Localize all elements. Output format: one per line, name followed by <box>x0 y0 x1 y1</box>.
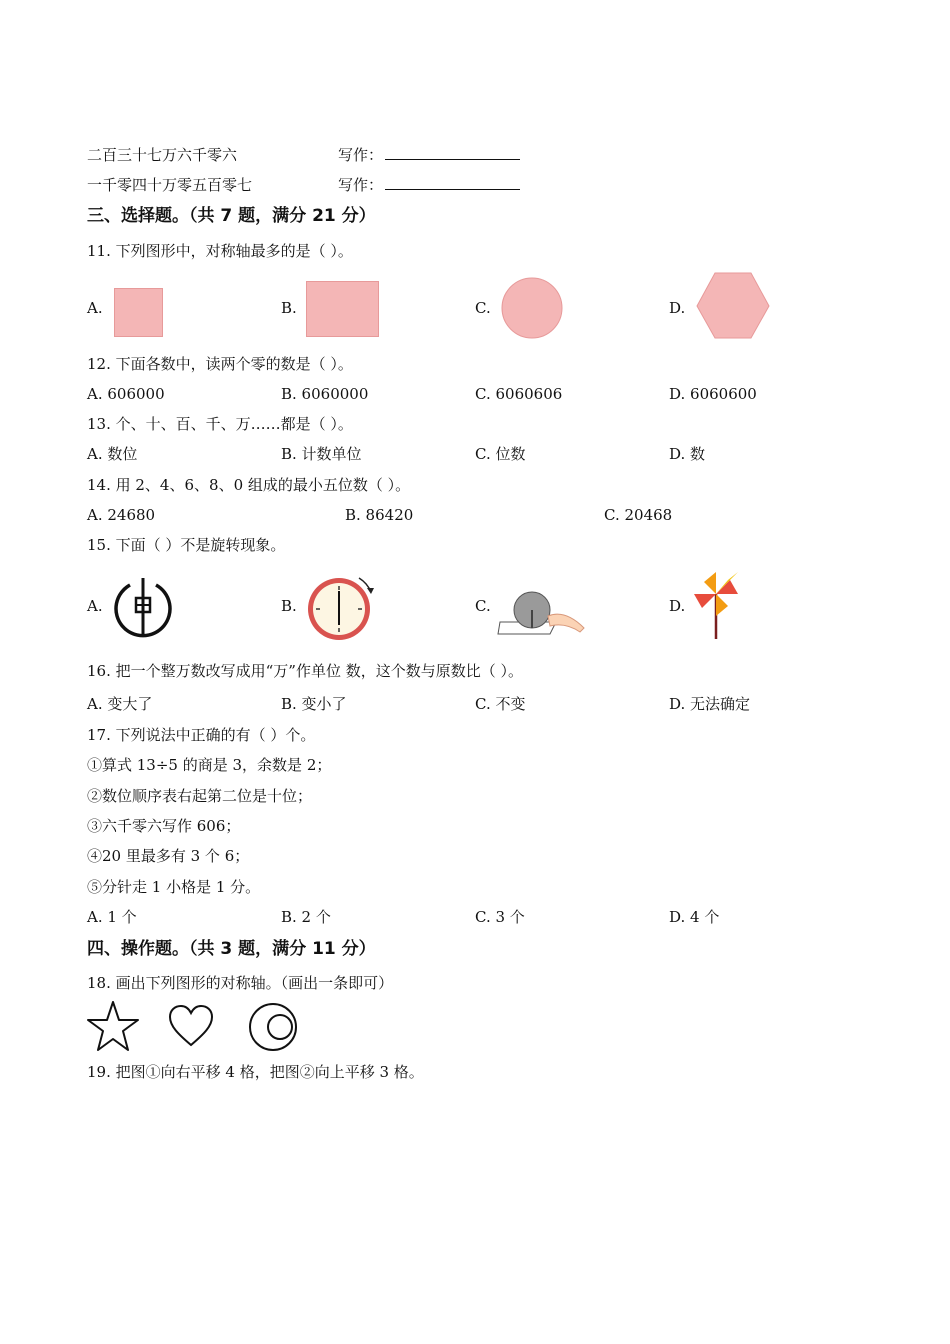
question-stem: 13. 个、十、百、千、万……都是（ ）。 <box>87 415 353 433</box>
heart-shape <box>168 1004 214 1048</box>
option-a[interactable]: A. 24680 <box>87 506 156 524</box>
answer-blank[interactable] <box>385 145 520 160</box>
option-a[interactable]: A. <box>87 299 103 317</box>
option-c[interactable]: C. <box>475 597 491 615</box>
answer-blank[interactable] <box>385 175 520 190</box>
option-d[interactable]: D. <box>669 299 686 317</box>
section-title: 三、选择题。（共 7 题，满分 21 分） <box>87 206 376 226</box>
question-stem: 16. 把一个整万数改写成用“万”作单位 数，这个数与原数比（ ）。 <box>87 662 523 680</box>
option-b[interactable]: B. <box>281 597 297 615</box>
large-square-shape <box>306 281 380 338</box>
question-stem: 18. 画出下列图形的对称轴。（画出一条即可） <box>87 974 394 992</box>
option-b[interactable]: B. <box>281 299 297 317</box>
option-b[interactable]: B. 计数单位 <box>281 445 362 463</box>
write-label: 写作： <box>338 176 384 194</box>
option-d[interactable]: D. <box>669 597 686 615</box>
circle-in-circle-shape <box>248 1002 300 1054</box>
option-c[interactable]: C. 不变 <box>475 695 526 713</box>
statement-3: ③六千零六写作 606； <box>87 817 241 835</box>
star-shape <box>86 1000 140 1054</box>
write-label: 写作： <box>338 146 384 164</box>
option-d[interactable]: D. 6060600 <box>669 385 757 403</box>
option-c[interactable]: C. 3 个 <box>475 908 525 926</box>
write-item-1-answer <box>338 145 520 165</box>
option-d[interactable]: D. 数 <box>669 445 706 463</box>
question-stem: 19. 把图①向右平移 4 格，把图②向上平移 3 格。 <box>87 1063 424 1081</box>
section-title: 四、操作题。（共 3 题，满分 11 分） <box>87 939 376 959</box>
option-b[interactable]: B. 86420 <box>345 506 414 524</box>
hexagon-shape <box>696 272 772 340</box>
statement-1: ①算式 13÷5 的商是 3，余数是 2； <box>87 756 332 774</box>
option-c[interactable]: C. <box>475 299 491 317</box>
write-item-2-text: 一千零四十万零五百零七 <box>87 176 253 194</box>
option-d[interactable]: D. 4 个 <box>669 908 720 926</box>
small-square-shape <box>114 288 164 338</box>
pinwheel-icon <box>694 568 750 640</box>
statement-5: ⑤分针走 1 小格是 1 分。 <box>87 878 261 896</box>
option-b[interactable]: B. 2 个 <box>281 908 331 926</box>
question-stem: 14. 用 2、4、6、8、0 组成的最小五位数（ ）。 <box>87 476 411 494</box>
circle-shape <box>500 277 564 341</box>
option-b[interactable]: B. 变小了 <box>281 695 347 713</box>
statement-4: ④20 里最多有 3 个 6； <box>87 847 250 865</box>
option-c[interactable]: C. 位数 <box>475 445 526 463</box>
write-item-1-text: 二百三十七万六千零六 <box>87 146 238 164</box>
option-c[interactable]: C. 20468 <box>604 506 673 524</box>
write-item-1 <box>87 145 237 165</box>
write-item-2 <box>87 175 252 195</box>
rotation-symbol-icon <box>112 576 174 638</box>
question-stem: 17. 下列说法中正确的有（ ）个。 <box>87 726 316 744</box>
clock-icon <box>305 572 375 642</box>
question-stem: 12. 下面各数中，读两个零的数是（ ）。 <box>87 355 353 373</box>
write-item-2-answer <box>338 175 520 195</box>
option-a[interactable]: A. 数位 <box>87 445 138 463</box>
option-a[interactable]: A. 1 个 <box>87 908 137 926</box>
option-a[interactable]: A. <box>87 597 103 615</box>
option-b[interactable]: B. 6060000 <box>281 385 369 403</box>
statement-2: ②数位顺序表右起第二位是十位； <box>87 787 313 805</box>
option-c[interactable]: C. 6060606 <box>475 385 563 403</box>
question-stem: 11. 下列图形中，对称轴最多的是（ ）。 <box>87 242 353 260</box>
option-a[interactable]: A. 变大了 <box>87 695 153 713</box>
hand-turning-wheel-icon <box>498 586 588 638</box>
question-stem: 15. 下面（ ）不是旋转现象。 <box>87 536 286 554</box>
option-a[interactable]: A. 606000 <box>87 385 165 403</box>
option-d[interactable]: D. 无法确定 <box>669 695 751 713</box>
